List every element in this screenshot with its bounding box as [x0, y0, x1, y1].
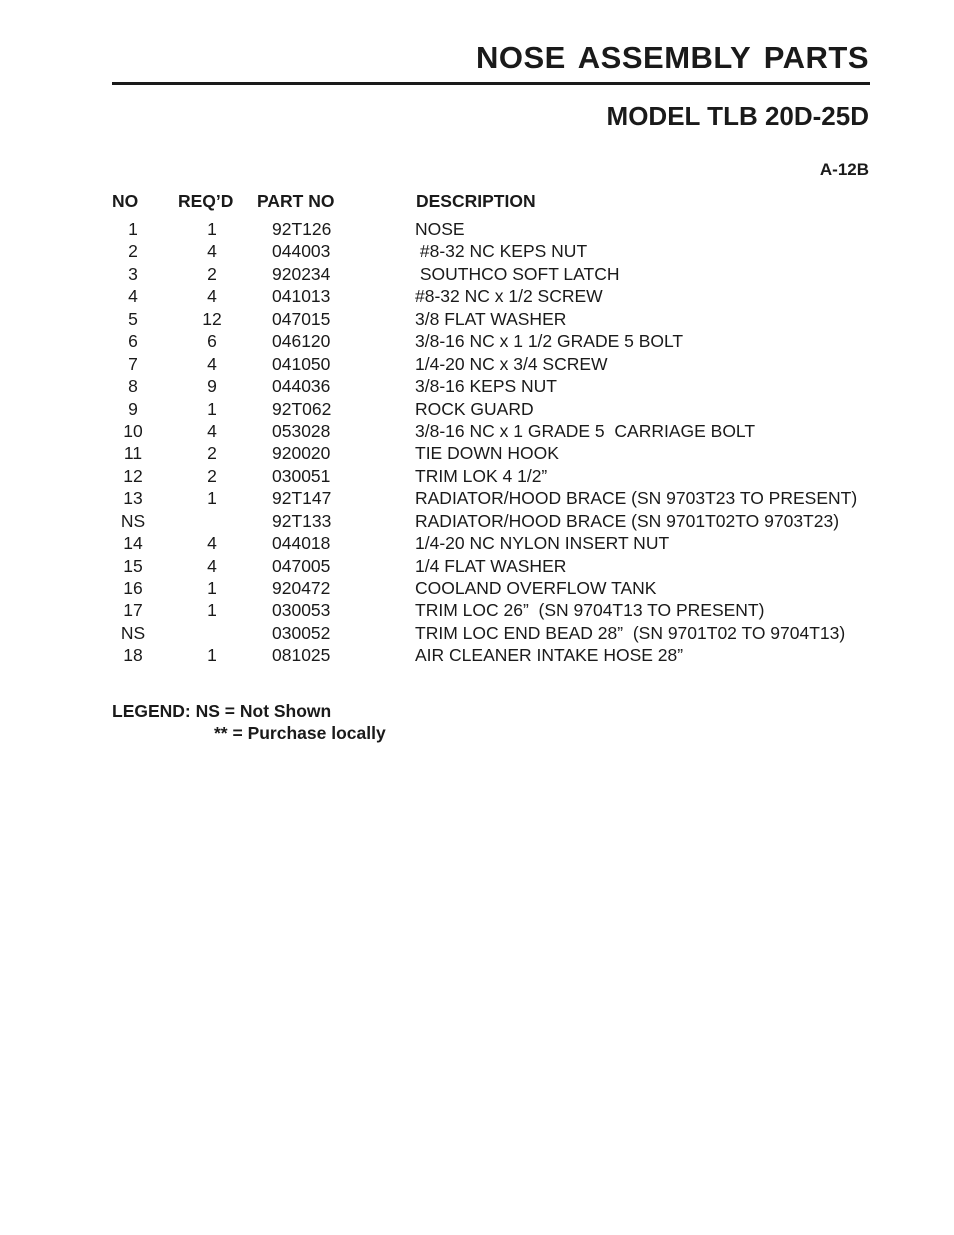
- cell-no: 12: [123, 465, 143, 486]
- table-row: [0, 532, 954, 554]
- cell-no: 8: [128, 376, 138, 397]
- cell-reqd: 4: [207, 420, 217, 441]
- cell-part-no: 046120: [272, 331, 331, 352]
- cell-part-no: 920472: [272, 578, 331, 598]
- cell-description: COOLAND OVERFLOW TANK: [415, 578, 657, 598]
- cell-description: #8-32 NC KEPS NUT: [415, 241, 588, 262]
- cell-no: 6: [128, 331, 138, 352]
- cell-no: 9: [128, 398, 138, 419]
- cell-part-no: 053028: [272, 420, 331, 441]
- cell-part-no: 044003: [272, 241, 331, 262]
- cell-reqd: 1: [207, 398, 217, 419]
- table-row: [0, 218, 954, 240]
- cell-no: 13: [123, 488, 143, 509]
- cell-description: 3/8-16 NC x 1 1/2 GRADE 5 BOLT: [415, 331, 684, 352]
- cell-reqd: 1: [207, 600, 217, 621]
- cell-reqd: 1: [207, 578, 217, 598]
- cell-no: 18: [123, 645, 143, 666]
- cell-part-no: 92T147: [272, 488, 332, 509]
- table-row: [0, 465, 954, 487]
- cell-no: 2: [128, 241, 138, 262]
- cell-description: AIR CLEANER INTAKE HOSE 28”: [415, 645, 684, 666]
- cell-reqd: 2: [207, 443, 217, 464]
- cell-part-no: 92T126: [272, 219, 332, 239]
- cell-reqd: 4: [207, 286, 217, 307]
- table-row: [0, 599, 954, 621]
- cell-description: NOSE: [415, 219, 465, 239]
- table-row: [0, 375, 954, 397]
- cell-reqd: 4: [207, 241, 217, 262]
- table-row: [0, 510, 954, 532]
- cell-part-no: 047015: [272, 308, 331, 329]
- cell-part-no: 044018: [272, 533, 331, 554]
- cell-part-no: 041013: [272, 286, 331, 307]
- cell-description: ROCK GUARD: [415, 398, 534, 419]
- cell-reqd: 9: [207, 376, 217, 397]
- cell-description: SOUTHCO SOFT LATCH: [415, 263, 620, 284]
- cell-no: 15: [123, 555, 143, 576]
- cell-description: TRIM LOC END BEAD 28” (SN 9701T02 TO 9704T13): [415, 622, 846, 643]
- cell-no: NS: [120, 622, 146, 643]
- cell-reqd: 4: [207, 555, 217, 576]
- cell-part-no: 030051: [272, 465, 331, 486]
- cell-part-no: 041050: [272, 353, 331, 374]
- table-row: [0, 442, 954, 464]
- model-subtitle: MODEL TLB 20D-25D: [606, 101, 869, 131]
- table-row: [0, 644, 954, 666]
- parts-table: [0, 218, 954, 667]
- legend-not-shown: LEGEND: NS = Not Shown: [112, 701, 332, 721]
- cell-part-no: 92T133: [272, 510, 332, 531]
- cell-reqd: 4: [207, 533, 217, 554]
- cell-no: 17: [123, 600, 143, 621]
- column-header-reqd: REQ’D: [178, 191, 234, 211]
- cell-no: 10: [123, 420, 143, 441]
- cell-no: 3: [128, 263, 138, 284]
- cell-no: NS: [120, 510, 146, 531]
- table-row: [0, 577, 954, 599]
- cell-part-no: 920234: [272, 263, 331, 284]
- cell-part-no: 920020: [272, 443, 331, 464]
- table-row: [0, 622, 954, 644]
- legend-purchase-locally: ** = Purchase locally: [214, 723, 386, 743]
- cell-description: 3/8 FLAT WASHER: [415, 308, 567, 329]
- table-row: [0, 555, 954, 577]
- cell-no: 14: [123, 533, 143, 554]
- cell-description: 3/8-16 KEPS NUT: [415, 376, 557, 397]
- table-row: [0, 308, 954, 330]
- cell-reqd: 1: [207, 488, 217, 509]
- cell-description: RADIATOR/HOOD BRACE (SN 9701T02TO 9703T23): [415, 510, 840, 531]
- cell-reqd: 1: [207, 645, 217, 666]
- cell-part-no: 030052: [272, 622, 331, 643]
- table-row: [0, 487, 954, 509]
- cell-reqd: 1: [207, 219, 217, 239]
- cell-reqd: 2: [207, 465, 217, 486]
- cell-no: 4: [128, 286, 138, 307]
- cell-description: 3/8-16 NC x 1 GRADE 5 CARRIAGE BOLT: [415, 420, 756, 441]
- cell-no: 5: [128, 308, 138, 329]
- cell-part-no: 047005: [272, 555, 331, 576]
- cell-no: 7: [128, 353, 138, 374]
- cell-reqd: 4: [207, 353, 217, 374]
- cell-description: TIE DOWN HOOK: [415, 443, 559, 464]
- cell-reqd: 2: [207, 263, 217, 284]
- cell-part-no: 030053: [272, 600, 331, 621]
- cell-part-no: 081025: [272, 645, 331, 666]
- table-row: [0, 420, 954, 442]
- table-row: [0, 263, 954, 285]
- cell-description: #8-32 NC x 1/2 SCREW: [415, 286, 603, 307]
- column-header-no: NO: [112, 191, 139, 211]
- cell-description: 1/4 FLAT WASHER: [415, 555, 567, 576]
- column-header-part-no: PART NO: [257, 191, 335, 211]
- cell-no: 11: [123, 443, 143, 464]
- table-row: [0, 353, 954, 375]
- cell-description: 1/4-20 NC x 3/4 SCREW: [415, 353, 608, 374]
- cell-part-no: 044036: [272, 376, 331, 397]
- cell-description: 1/4-20 NC NYLON INSERT NUT: [415, 533, 670, 554]
- cell-description: TRIM LOK 4 1/2”: [415, 465, 548, 486]
- page-title: NOSE ASSEMBLY PARTS: [475, 40, 869, 75]
- column-header-description: DESCRIPTION: [416, 191, 536, 211]
- cell-description: TRIM LOC 26” (SN 9704T13 TO PRESENT): [415, 600, 765, 621]
- table-row: [0, 285, 954, 307]
- cell-no: 1: [128, 219, 138, 239]
- cell-reqd: 6: [207, 331, 217, 352]
- cell-no: 16: [123, 578, 143, 598]
- cell-reqd: 12: [202, 308, 222, 329]
- table-row: [0, 330, 954, 352]
- cell-part-no: 92T062: [272, 398, 332, 419]
- page-reference: A-12B: [819, 160, 869, 179]
- table-row: [0, 240, 954, 262]
- cell-description: RADIATOR/HOOD BRACE (SN 9703T23 TO PRESENT): [415, 488, 858, 509]
- table-row: [0, 398, 954, 420]
- title-rule: [112, 82, 870, 85]
